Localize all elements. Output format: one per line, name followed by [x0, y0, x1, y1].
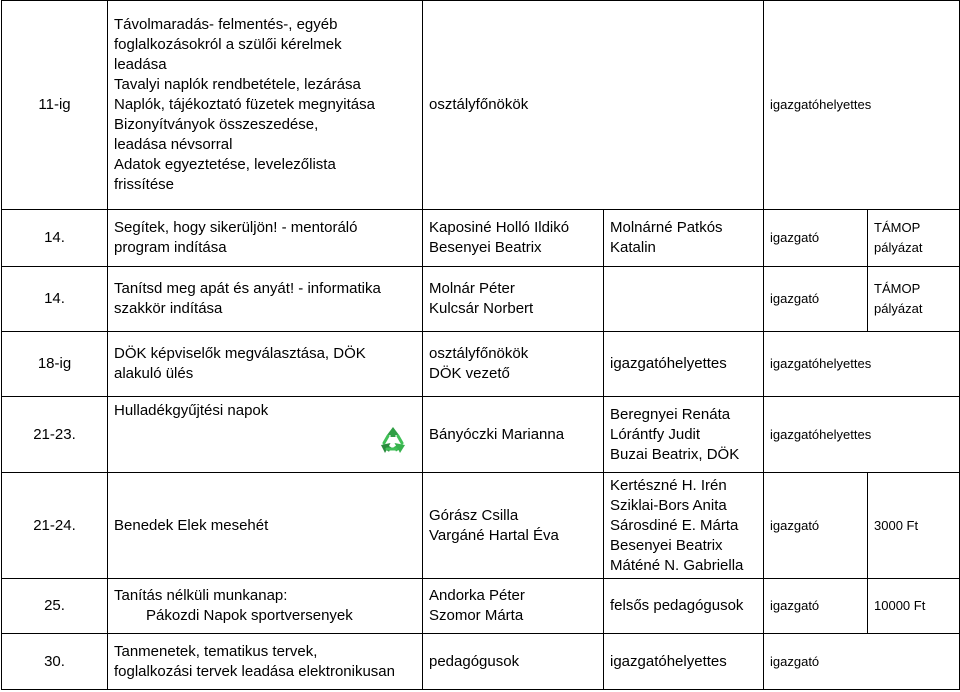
table-row — [2, 634, 960, 690]
task-cell — [108, 332, 423, 397]
task-line: szakkör indítása — [114, 300, 223, 317]
note-line: 10000 Ft — [874, 598, 926, 613]
responsible-name: Besenyei Beatrix — [429, 239, 542, 256]
helper-name: Kertészné H. Irén — [610, 476, 727, 494]
helper-name: Sárosdiné E. Márta — [610, 516, 739, 534]
note-cell — [868, 473, 960, 579]
table-row — [2, 397, 960, 473]
task-line: Naplók, tájékoztató füzetek megnyitása — [114, 96, 375, 113]
table-row — [2, 473, 960, 579]
checker-cell: igazgatóhelyettes — [764, 397, 960, 473]
task-line: Benedek Elek mesehét — [114, 516, 269, 534]
date-cell: 18-ig — [2, 332, 108, 397]
helper-name: Beregnyei Renáta — [610, 405, 731, 423]
responsible-cell — [423, 579, 604, 634]
task-line: Távolmaradás- felmentés-, egyéb — [114, 16, 338, 33]
responsible-name: Molnár Péter — [429, 280, 515, 297]
date-cell: 14. — [2, 210, 108, 267]
checker-cell: igazgató — [764, 634, 960, 690]
responsible-name: Kaposiné Holló Ildikó — [429, 219, 570, 236]
task-line: Hulladékgyűjtési napok — [114, 402, 269, 419]
checker-cell: igazgató — [764, 210, 868, 267]
helper-name: Katalin — [610, 239, 656, 256]
helpers-cell — [604, 332, 764, 397]
responsible-name: DÖK vezető — [429, 365, 510, 382]
task-line: alakuló ülés — [114, 365, 194, 382]
date-cell: 21-24. — [2, 473, 108, 579]
task-line: frissítése — [114, 176, 175, 193]
helpers-cell — [604, 267, 764, 332]
helpers-cell — [604, 473, 764, 579]
helper-name: Buzai Beatrix, DÖK — [610, 445, 740, 463]
responsible-cell — [423, 473, 604, 579]
helpers-cell — [604, 210, 764, 267]
table-row — [2, 1, 960, 210]
task-line: foglalkozásokról a szülői kérelmek — [114, 36, 342, 53]
task-line: leadása névsorral — [114, 136, 233, 153]
task-line: Tanmenetek, tematikus tervek, — [114, 642, 318, 660]
helpers-cell — [604, 579, 764, 634]
responsible-name: Kulcsár Norbert — [429, 300, 534, 317]
checker-cell: igazgató — [764, 473, 868, 579]
responsible-cell — [423, 210, 604, 267]
task-line: program indítása — [114, 239, 227, 256]
task-cell — [108, 634, 423, 690]
responsible-cell — [423, 267, 604, 332]
date-cell: 25. — [2, 579, 108, 634]
helper-name: Besenyei Beatrix — [610, 536, 723, 554]
helper-name: igazgatóhelyettes — [610, 355, 727, 372]
table-row — [2, 210, 960, 267]
helper-name: Lórántfy Judit — [610, 425, 701, 443]
checker-cell: igazgató — [764, 579, 868, 634]
task-line: Bizonyítványok összeszedése, — [114, 116, 319, 133]
task-cell — [108, 397, 423, 473]
responsible-name: Górász Csilla — [429, 506, 519, 524]
task-line: foglalkozási tervek leadása elektronikusan — [114, 662, 395, 680]
checker-cell: igazgatóhelyettes — [764, 1, 960, 210]
responsible-cell — [423, 634, 604, 690]
note-cell — [868, 579, 960, 634]
note-line: TÁMOP — [874, 220, 921, 235]
helper-name: Molnárné Patkós — [610, 219, 723, 236]
date-cell: 30. — [2, 634, 108, 690]
helpers-cell — [604, 634, 764, 690]
task-cell — [108, 1, 423, 210]
note-line: TÁMOP — [874, 281, 921, 296]
schedule-table — [1, 0, 960, 690]
task-line: Pákozdi Napok sportversenyek — [146, 607, 353, 624]
checker-cell: igazgató — [764, 267, 868, 332]
helper-name: felsős pedagógusok — [610, 597, 744, 614]
date-cell: 21-23. — [2, 397, 108, 473]
helper-name: Sziklai-Bors Anita — [610, 496, 727, 514]
responsible-name: Andorka Péter — [429, 587, 525, 604]
note-cell — [868, 267, 960, 332]
responsible-name: pedagógusok — [429, 652, 520, 670]
task-line: Tanítsd meg apát és anyát! - informatika — [114, 280, 381, 297]
responsible-name: Vargáné Hartal Éva — [429, 526, 559, 544]
helper-name: igazgatóhelyettes — [610, 652, 727, 670]
task-line: DÖK képviselők megválasztása, DÖK — [114, 345, 366, 362]
responsible-name: Bányóczki Marianna — [429, 425, 565, 443]
recycle-icon — [376, 423, 410, 457]
table-row — [2, 267, 960, 332]
checker-cell: igazgatóhelyettes — [764, 332, 960, 397]
note-cell — [868, 210, 960, 267]
task-line: Adatok egyeztetése, levelezőlista — [114, 156, 336, 173]
task-cell — [108, 210, 423, 267]
task-line: Tavalyi naplók rendbetétele, lezárása — [114, 76, 361, 93]
date-cell: 11-ig — [2, 1, 108, 210]
table-row — [2, 332, 960, 397]
task-cell — [108, 579, 423, 634]
responsible-cell — [423, 332, 604, 397]
responsible-name: osztályfőnökök — [429, 96, 529, 113]
responsible-name: osztályfőnökök — [429, 345, 529, 362]
responsible-cell — [423, 1, 764, 210]
table-row — [2, 579, 960, 634]
task-line: Tanítás nélküli munkanap: — [114, 587, 288, 604]
task-cell — [108, 267, 423, 332]
note-line: pályázat — [874, 301, 923, 316]
helpers-cell — [604, 397, 764, 473]
responsible-name: Szomor Márta — [429, 607, 524, 624]
helper-name: Máténé N. Gabriella — [610, 556, 744, 574]
task-line: leadása — [114, 56, 167, 73]
note-line: pályázat — [874, 240, 923, 255]
responsible-cell — [423, 397, 604, 473]
task-cell — [108, 473, 423, 579]
note-line: 3000 Ft — [874, 517, 919, 533]
task-line: Segítek, hogy sikerüljön! - mentoráló — [114, 219, 358, 236]
date-cell: 14. — [2, 267, 108, 332]
